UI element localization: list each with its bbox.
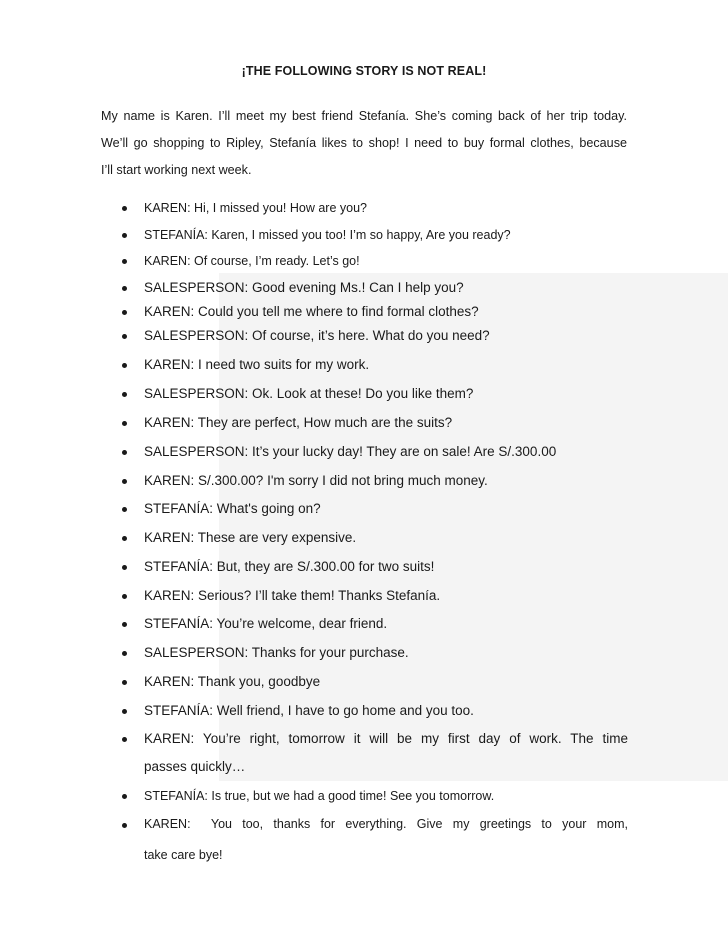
list-item (101, 327, 628, 347)
dialogue-line: STEFANÍA: But, they are S/.300.00 for two suits! (144, 559, 435, 574)
dialogue-line: STEFANÍA: What's going on? (144, 501, 321, 516)
bullet-icon (122, 363, 127, 368)
dialogue-line: SALESPERSON: Thanks for your purchase. (144, 645, 409, 660)
dialogue-line: STEFANÍA: Well friend, I have to go home and you too. (144, 703, 474, 718)
story-title: ¡THE FOLLOWING STORY IS NOT REAL! (241, 64, 487, 78)
bullet-icon (122, 450, 127, 455)
bullet-icon (122, 651, 127, 656)
bullet-icon (122, 709, 127, 714)
intro-line: I’ll start working next week. (101, 163, 252, 177)
dialogue-line: KAREN: I need two suits for my work. (144, 357, 370, 372)
list-item (101, 500, 628, 520)
bullet-icon (122, 392, 127, 397)
dialogue-line: KAREN: You too, thanks for everything. Give my greetings to your mom, (144, 817, 628, 831)
bullet-icon (122, 594, 127, 599)
dialogue-line: KAREN: They are perfect, How much are the suits? (144, 415, 453, 430)
bullet-icon (122, 737, 127, 742)
list-item (101, 385, 628, 405)
list-item (101, 529, 628, 549)
bullet-icon (122, 794, 127, 799)
dialogue-line-continued: passes quickly… (144, 759, 246, 774)
bullet-icon (122, 421, 127, 426)
bullet-icon (122, 233, 127, 238)
list-item (101, 702, 628, 722)
dialogue-line: STEFANÍA: Karen, I missed you too! I’m so happy, Are you ready? (144, 228, 511, 242)
dialogue-line: SALESPERSON: Of course, it’s here. What do you need? (144, 328, 490, 343)
list-item (101, 226, 628, 246)
dialogue-line: SALESPERSON: It’s your lucky day! They are on sale! Are S/.300.00 (144, 444, 557, 459)
list-item (101, 558, 628, 578)
dialogue-line: SALESPERSON: Ok. Look at these! Do you like them? (144, 386, 474, 401)
list-item (101, 414, 628, 434)
bullet-icon (122, 334, 127, 339)
bullet-icon (122, 286, 127, 291)
dialogue-line: SALESPERSON: Good evening Ms.! Can I help you? (144, 280, 464, 295)
bullet-icon (122, 206, 127, 211)
dialogue-line: STEFANÍA: You’re welcome, dear friend. (144, 616, 388, 631)
intro-line: We’ll go shopping to Ripley, Stefanía likes to shop! I need to buy formal clothes, because (101, 136, 627, 150)
list-item (101, 252, 628, 272)
dialogue-line-continued: take care bye! (144, 848, 223, 862)
dialogue-line: KAREN: Hi, I missed you! How are you? (144, 201, 367, 215)
intro-line: My name is Karen. I’ll meet my best friend Stefanía. She’s coming back of her trip today. (101, 109, 627, 123)
dialogue-list (101, 0, 628, 943)
list-item (101, 587, 628, 607)
bullet-icon (122, 507, 127, 512)
list-item (101, 815, 628, 863)
dialogue-line: KAREN: You’re right, tomorrow it will be my first day of work. The time (144, 731, 628, 746)
dialogue-line: KAREN: Thank you, goodbye (144, 674, 321, 689)
bullet-icon (122, 259, 127, 264)
list-item (101, 279, 628, 299)
dialogue-line: STEFANÍA: Is true, but we had a good time! See you tomorrow. (144, 789, 495, 803)
bullet-icon (122, 680, 127, 685)
list-item (101, 644, 628, 664)
dialogue-line: KAREN: Serious? I’ll take them! Thanks Stefanía. (144, 588, 441, 603)
bullet-icon (122, 565, 127, 570)
dialogue-line: KAREN: Of course, I’m ready. Let’s go! (144, 254, 360, 268)
list-item (101, 199, 628, 219)
list-item (101, 443, 628, 463)
list-item (101, 356, 628, 376)
dialogue-line: KAREN: Could you tell me where to find formal clothes? (144, 304, 479, 319)
list-item (101, 729, 628, 777)
list-item (101, 615, 628, 635)
dialogue-line: KAREN: These are very expensive. (144, 530, 357, 545)
list-item (101, 673, 628, 693)
list-item (101, 303, 628, 323)
bullet-icon (122, 536, 127, 541)
list-item (101, 472, 628, 492)
list-item (101, 787, 628, 807)
bullet-icon (122, 622, 127, 627)
bullet-icon (122, 823, 127, 828)
bullet-icon (122, 310, 127, 315)
dialogue-line: KAREN: S/.300.00? I'm sorry I did not bring much money. (144, 473, 488, 488)
bullet-icon (122, 479, 127, 484)
